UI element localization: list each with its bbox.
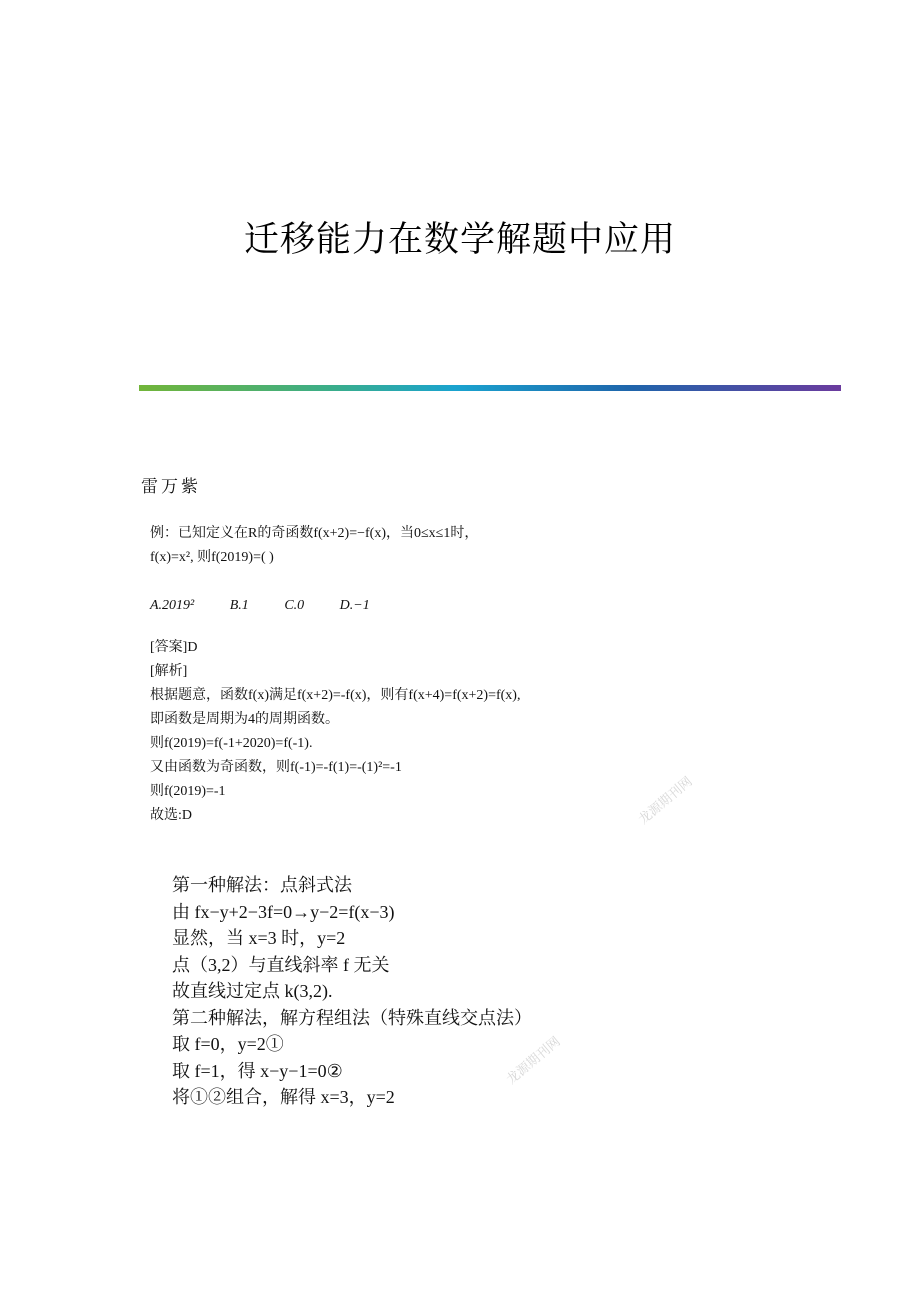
question-line-2: f(x)=x², 则f(2019)=( ) [150, 550, 274, 565]
analysis-line: 即函数是周期为4的周期函数。 [150, 712, 339, 727]
solution-methods [172, 872, 732, 1111]
answer-options [150, 594, 770, 618]
solution-line: 将①②组合，解得 x=3，y=2 [172, 1087, 395, 1107]
option-a: A.2019² [150, 598, 195, 613]
solution-line: 点（3,2）与直线斜率 f 无关 [172, 954, 390, 975]
solution-line: 取 f=1，得 x−y−1=0② [172, 1060, 343, 1081]
analysis-line: 则f(2019)=f(-1+2020)=f(-1). [150, 736, 313, 751]
analysis-line: 故选:D [150, 808, 192, 823]
answer-line: [答案]D [150, 640, 198, 655]
document-title: 迁移能力在数学解题中应用 [243, 220, 676, 260]
analysis-line: 根据题意，函数f(x)满足f(x+2)=-f(x)，则有f(x+4)=f(x+2)=f(x), [150, 688, 521, 703]
solution-line: 取 f=0，y=2① [172, 1034, 284, 1054]
question-line-1: 例：已知定义在R的奇函数f(x+2)=−f(x)，当0≤x≤1时， [150, 526, 479, 541]
analysis-line: 则f(2019)=-1 [150, 784, 226, 799]
solution-line: 由 fx−y+2−3f=0→y−2=f(x−3) [172, 901, 395, 922]
analysis-heading: [解析] [150, 664, 188, 679]
author-name: 雷万紫 [141, 477, 201, 497]
option-b: B.1 [229, 598, 249, 613]
solution-line: 故直线过定点 k(3,2). [172, 981, 333, 1001]
watermark-1: 龙源期刊网 [636, 774, 696, 828]
option-d: D.−1 [339, 598, 370, 613]
solution-line: 第一种解法：点斜式法 [172, 875, 352, 895]
analysis-line: 又由函数为奇函数，则f(-1)=-f(1)=-(1)²=-1 [150, 760, 402, 775]
option-c: C.0 [284, 598, 305, 613]
solution-line: 第二种解法，解方程组法（特殊直线交点法） [172, 1007, 532, 1028]
watermark-2: 龙源期刊网 [504, 1034, 564, 1088]
title-divider [139, 385, 841, 391]
solution-line: 显然，当 x=3 时，y=2 [172, 928, 346, 948]
